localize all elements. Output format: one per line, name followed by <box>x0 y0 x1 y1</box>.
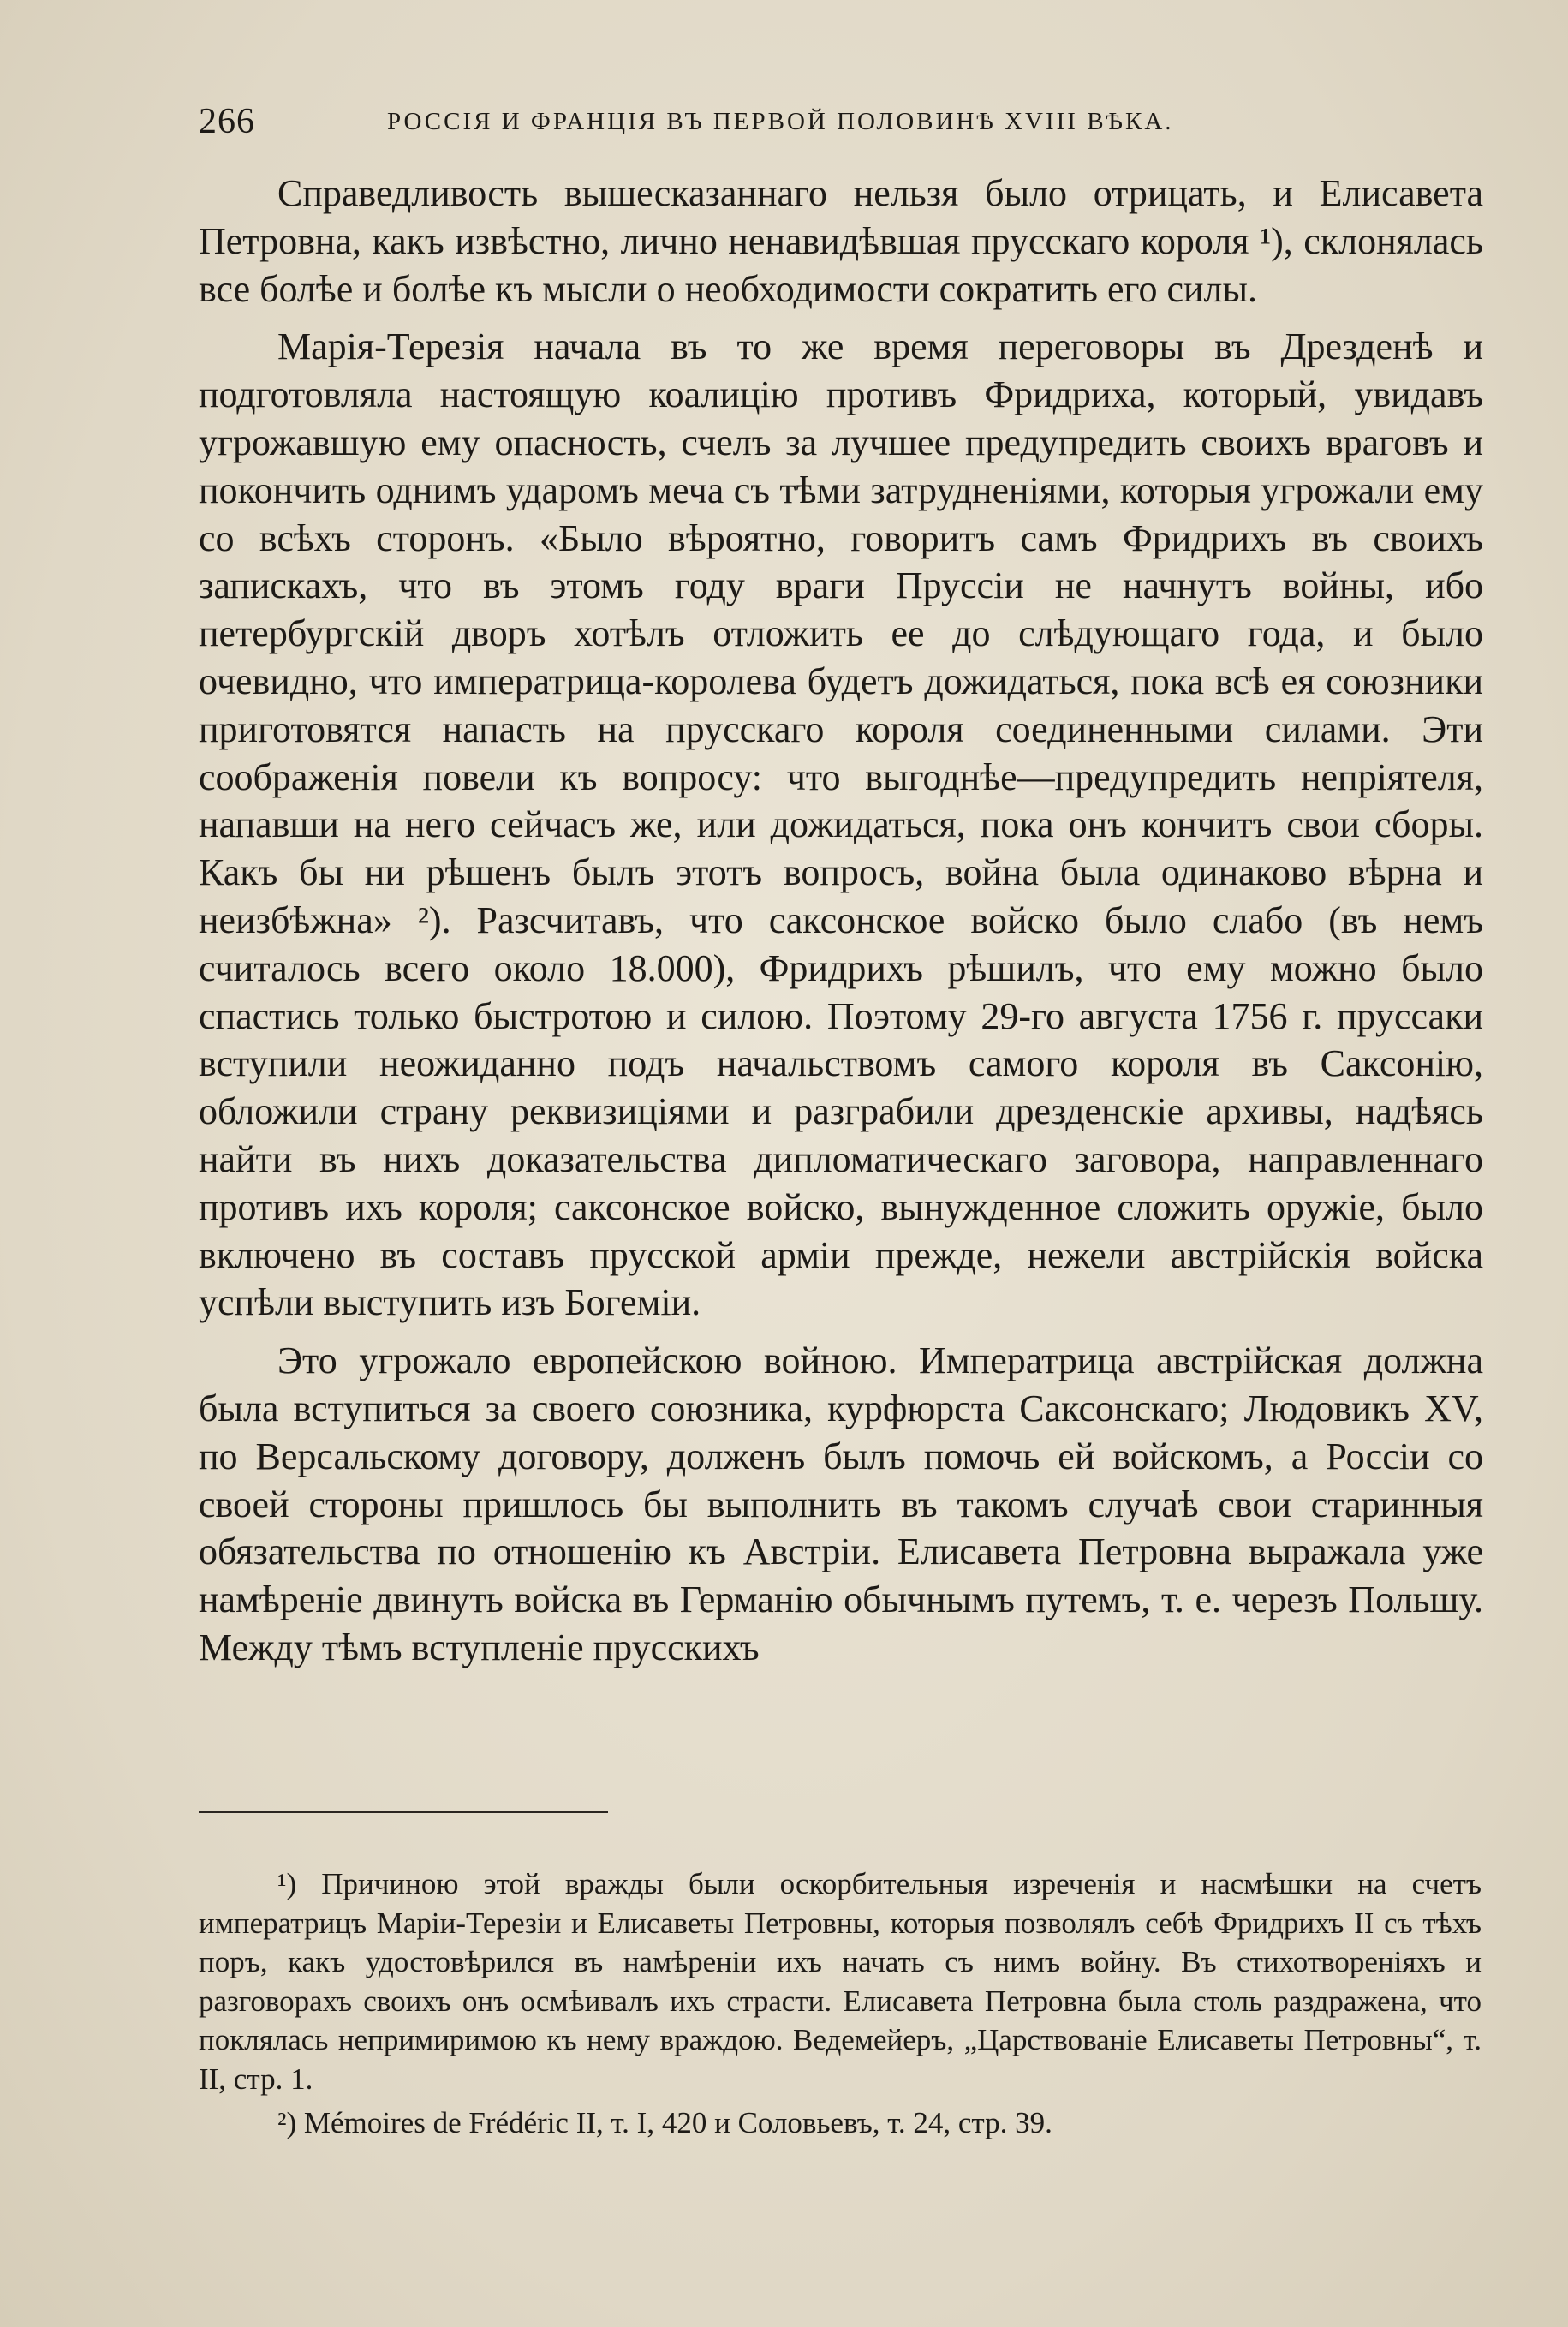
footnote-1-text: Причиною этой вражды были оскорбительныя изреченія и насмѣшки на счетъ императрицъ Маріи-Терезіи и Елисаветы Петровны, которыя позволялъ себѣ Фридрихъ II съ тѣхъ поръ, какъ удостовѣрился въ намѣреніи ихъ начать съ нимъ войну. Въ стихотвореніяхъ и разговорахъ своихъ онъ осмѣивалъ ихъ страсти. Елисавета Петровна была столь раздражена, что поклялась непримиримою къ нему враждою. Ведемейеръ, „Царствованіе Елисаветы Петровны“, т. II, стр. 1. <box>199 1867 1482 2096</box>
paragraph-2-text-a: Марія-Терезія начала въ то же время переговоры въ Дрезденѣ и подготовляла настоящую коалицію противъ Фридриха, который, увидавъ угрожавшую ему опасность, счелъ за лучшее предупредить своихъ враговъ и покончить однимъ ударомъ меча съ тѣми затрудненіями, которыя угрожали ему со всѣхъ сторонъ. «Было вѣроятно, говоритъ самъ Фридрихъ въ своихъ запискахъ, что въ этомъ году враги Пруссіи не начнутъ войны, ибо петербургскій дворъ хотѣлъ отложить ее до слѣдующаго года, и было очевидно, что императрица-королева будетъ дожидаться, пока всѣ ея союзники приготовятся напасть на прусскаго короля соединенными силами. Эти соображенія повели къ вопросу: что выгоднѣе—предупредить непріятеля, напавши на него сейчасъ же, или дожидаться, пока онъ кончитъ свои сборы. Какъ бы ни рѣшенъ былъ этотъ вопросъ, война была одинаково вѣрна и неизбѣжна» <box>199 325 1483 941</box>
paragraph-1-text-a: Справедливость вышесказаннаго нельзя было отрицать, и Елисавета Петровна, какъ извѣстно, лично ненавидѣвшая прусскаго короля <box>199 172 1483 262</box>
paragraph-1 <box>199 170 1483 313</box>
footnote-ref-1: ¹) <box>1259 219 1284 262</box>
footnote-2 <box>199 2103 1482 2143</box>
main-text <box>199 170 1483 1672</box>
footnote-ref-2: ²) <box>417 898 442 941</box>
page-number: 266 <box>199 102 255 141</box>
footnote-2-mark: ²) <box>277 2106 297 2139</box>
paragraph-1-text-b: , склонялась все болѣе и болѣе къ мысли о необходимости сократить его силы. <box>199 219 1483 310</box>
footnote-divider <box>199 1811 608 1813</box>
running-head: РОССІЯ И ФРАНЦІЯ ВЪ ПЕРВОЙ ПОЛОВИНѢ XVIII ВѢКА. <box>387 108 1174 135</box>
footnote-1-mark: ¹) <box>277 1867 297 1900</box>
paragraph-2 <box>199 323 1483 1327</box>
footnote-1 <box>199 1865 1482 2098</box>
page-header <box>199 101 1312 152</box>
footnotes <box>199 1865 1482 2143</box>
paragraph-2-text-b: . Разсчитавъ, что саксонское войско было слабо (въ немъ считалось всего около 18.000), Фридрихъ рѣшилъ, что ему можно было спастись только быстротою и силою. Поэтому 29-го августа 1756 г. пруссаки вступили неожиданно подъ начальствомъ самого короля въ Саксонію, обложили страну реквизиціями и разграбили дрезденскіе архивы, надѣясь найти въ нихъ доказательства дипломатическаго заговора, направленнаго противъ ихъ короля; саксонское войско, вынужденное сложить оружіе, было включено въ составъ прусской арміи прежде, нежели австрійскія войска успѣли выступить изъ Богеміи. <box>199 898 1483 1324</box>
paragraph-3: Это угрожало европейскою войною. Императрица австрійская должна была вступиться за своего союзника, курфюрста Саксонскаго; Людовикъ XV, по Версальскому договору, долженъ былъ помочь ей войскомъ, а Россіи со своей стороны пришлось бы выполнить въ такомъ случаѣ свои старинныя обязательства по отношенію къ Австріи. Елисавета Петровна выражала уже намѣреніе двинуть войска въ Германію обычнымъ путемъ, т. е. черезъ Польшу. Между тѣмъ вступленіе прусскихъ <box>199 1340 1483 1668</box>
footnote-2-text: Mémoires de Frédéric II, т. I, 420 и Соловьевъ, т. 24, стр. 39. <box>296 2106 1052 2139</box>
